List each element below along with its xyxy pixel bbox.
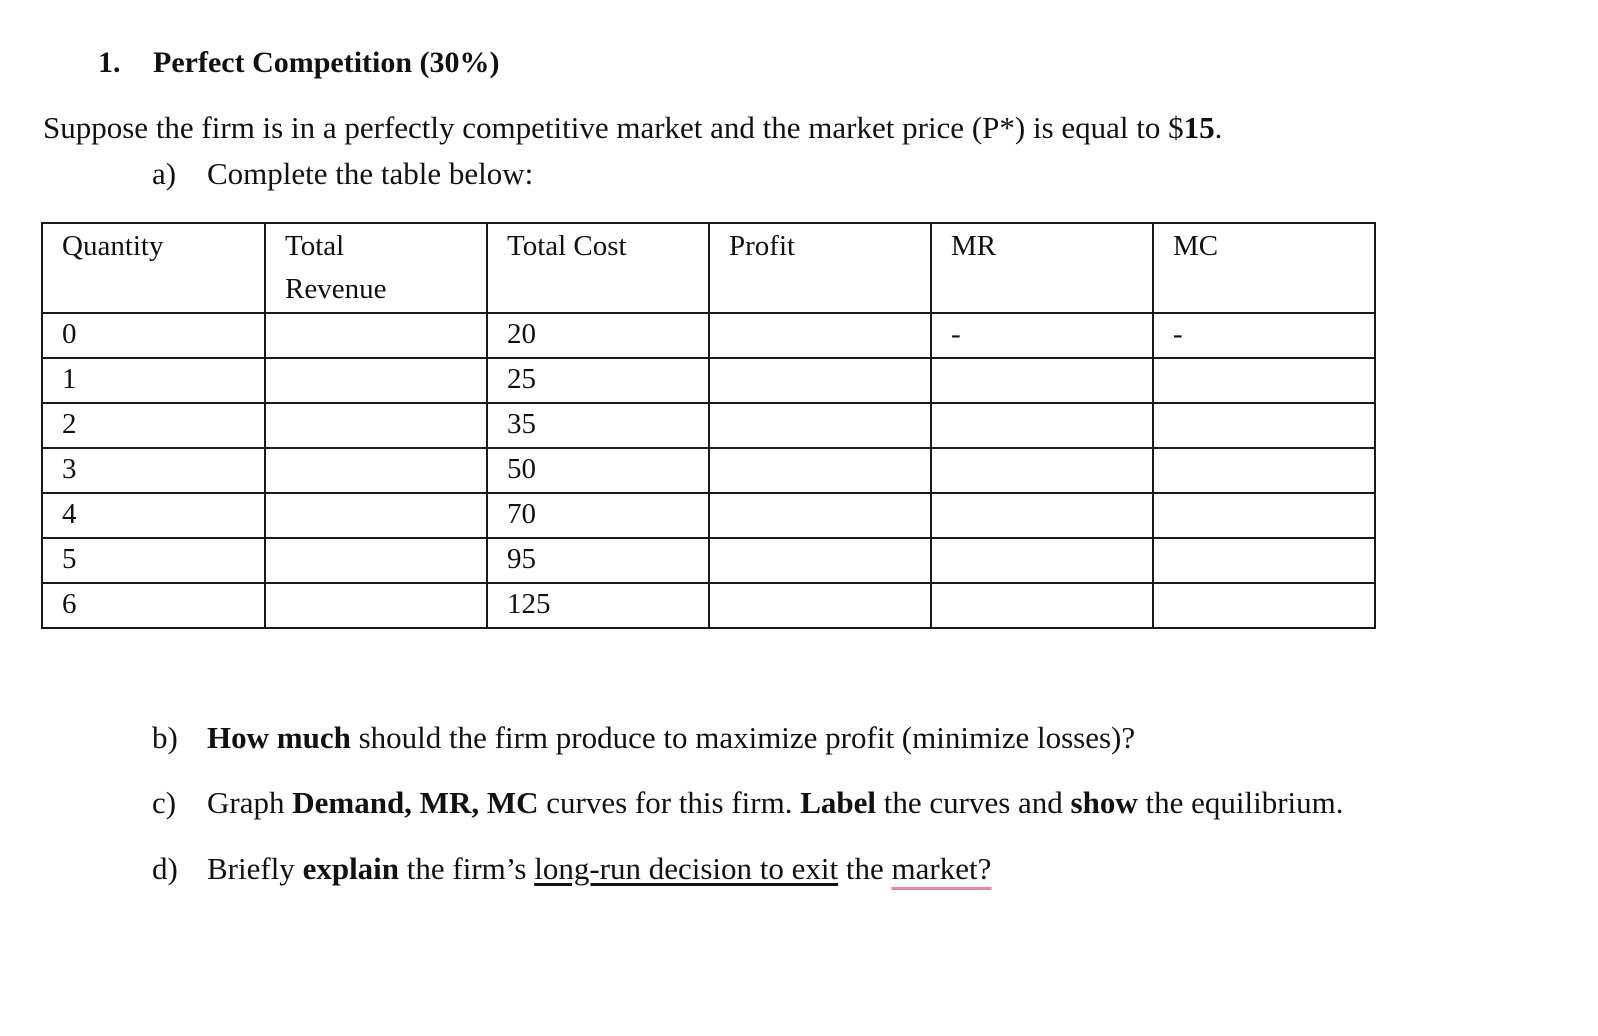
cell-total-revenue bbox=[265, 313, 487, 358]
section-title: Perfect Competition (30%) bbox=[153, 46, 500, 79]
cell-value: 2 bbox=[62, 408, 77, 440]
cell-mc bbox=[1153, 493, 1375, 538]
cell-total-revenue bbox=[265, 493, 487, 538]
cell-value: 50 bbox=[507, 453, 536, 485]
cell-value: 35 bbox=[507, 408, 536, 440]
cell-value: 6 bbox=[62, 588, 77, 620]
cell-value: 0 bbox=[62, 318, 77, 350]
cell-mr bbox=[931, 358, 1153, 403]
cell-total-revenue bbox=[265, 538, 487, 583]
cell-profit bbox=[709, 403, 931, 448]
question-d-underlined-phrase: long-run decision to exit bbox=[534, 851, 839, 886]
cell-quantity bbox=[42, 403, 265, 448]
cell-quantity bbox=[42, 448, 265, 493]
cell-quantity bbox=[42, 583, 265, 628]
question-c-bold-3: show bbox=[1070, 785, 1138, 820]
question-a-text: Complete the table below: bbox=[207, 156, 534, 191]
market-price-value: 15 bbox=[1183, 110, 1215, 145]
table-row bbox=[42, 358, 1375, 403]
question-c bbox=[152, 785, 1344, 821]
cell-mr bbox=[931, 448, 1153, 493]
question-c-bold-1: Demand, MR, MC bbox=[292, 785, 539, 820]
table-row bbox=[42, 538, 1375, 583]
header-mc: MC bbox=[1153, 223, 1375, 313]
table-header-row bbox=[42, 223, 1375, 313]
table-row bbox=[42, 493, 1375, 538]
cell-value: 95 bbox=[507, 543, 536, 575]
question-d-spellcheck-word: market? bbox=[891, 851, 992, 886]
question-b-letter: b) bbox=[152, 720, 178, 755]
question-c-text-3: the curves and bbox=[876, 785, 1071, 820]
cost-table bbox=[41, 222, 1376, 629]
question-c-bold-2: Label bbox=[800, 785, 876, 820]
table-row bbox=[42, 313, 1375, 358]
intro-text bbox=[43, 110, 1222, 146]
question-b-text: should the firm produce to maximize profit (minimize losses)? bbox=[350, 720, 1136, 755]
cell-mc bbox=[1153, 583, 1375, 628]
header-total-revenue: Total Revenue bbox=[265, 223, 487, 313]
cell-value: 125 bbox=[507, 588, 551, 620]
cell-total-cost bbox=[487, 583, 709, 628]
question-d-text-2: the firm’s bbox=[399, 851, 535, 886]
cell-profit bbox=[709, 448, 931, 493]
cell-quantity bbox=[42, 313, 265, 358]
question-c-text-2: curves for this firm. bbox=[538, 785, 801, 820]
cell-value: 70 bbox=[507, 498, 536, 530]
cell-profit bbox=[709, 538, 931, 583]
cell-mc bbox=[1153, 448, 1375, 493]
question-b-bold: How much bbox=[207, 720, 351, 755]
cell-value: 1 bbox=[62, 363, 77, 395]
question-c-text-4: the equilibrium. bbox=[1137, 785, 1344, 820]
cell-quantity bbox=[42, 358, 265, 403]
cell-profit bbox=[709, 313, 931, 358]
cell-value: 5 bbox=[62, 543, 77, 575]
cell-mr bbox=[931, 493, 1153, 538]
question-c-letter: c) bbox=[152, 785, 177, 820]
cell-mc bbox=[1153, 358, 1375, 403]
cell-total-cost bbox=[487, 313, 709, 358]
cell-profit bbox=[709, 493, 931, 538]
table-row bbox=[42, 448, 1375, 493]
header-quantity: Quantity bbox=[42, 223, 265, 313]
cell-value: 25 bbox=[507, 363, 536, 395]
question-d-bold-1: explain bbox=[302, 851, 400, 886]
section-number: 1. bbox=[98, 46, 121, 79]
cell-total-cost bbox=[487, 403, 709, 448]
cell-value: 20 bbox=[507, 318, 536, 350]
cell-mc bbox=[1153, 403, 1375, 448]
cell-mr bbox=[931, 403, 1153, 448]
cell-total-cost bbox=[487, 493, 709, 538]
cell-mc bbox=[1153, 538, 1375, 583]
cell-mr bbox=[931, 313, 1153, 358]
cell-total-revenue bbox=[265, 358, 487, 403]
cell-total-cost bbox=[487, 358, 709, 403]
cell-profit bbox=[709, 358, 931, 403]
cell-total-cost bbox=[487, 448, 709, 493]
cell-value: - bbox=[951, 318, 961, 350]
header-profit: Profit bbox=[709, 223, 931, 313]
header-total-cost: Total Cost bbox=[487, 223, 709, 313]
question-d bbox=[152, 851, 991, 887]
cell-mr bbox=[931, 538, 1153, 583]
cell-quantity bbox=[42, 538, 265, 583]
cell-total-revenue bbox=[265, 583, 487, 628]
intro-text-b: . bbox=[1214, 110, 1223, 145]
section-heading bbox=[98, 46, 500, 80]
table-row bbox=[42, 403, 1375, 448]
question-d-text-1: Briefly bbox=[207, 851, 303, 886]
question-d-letter: d) bbox=[152, 851, 178, 886]
cell-total-cost bbox=[487, 538, 709, 583]
cell-total-revenue bbox=[265, 448, 487, 493]
question-d-text-3: the bbox=[838, 851, 892, 886]
cell-profit bbox=[709, 583, 931, 628]
cell-total-revenue bbox=[265, 403, 487, 448]
header-mr: MR bbox=[931, 223, 1153, 313]
question-a-letter: a) bbox=[152, 156, 177, 191]
cell-mc bbox=[1153, 313, 1375, 358]
table-row bbox=[42, 583, 1375, 628]
cell-mr bbox=[931, 583, 1153, 628]
cell-quantity bbox=[42, 493, 265, 538]
cell-value: 3 bbox=[62, 453, 77, 485]
question-a bbox=[152, 156, 533, 192]
cell-value: - bbox=[1173, 318, 1183, 350]
intro-text-a: Suppose the firm is in a perfectly competitive market and the market price (P*) is equal to $ bbox=[43, 110, 1184, 145]
question-b bbox=[152, 720, 1135, 756]
question-c-text-1: Graph bbox=[207, 785, 293, 820]
cell-value: 4 bbox=[62, 498, 77, 530]
